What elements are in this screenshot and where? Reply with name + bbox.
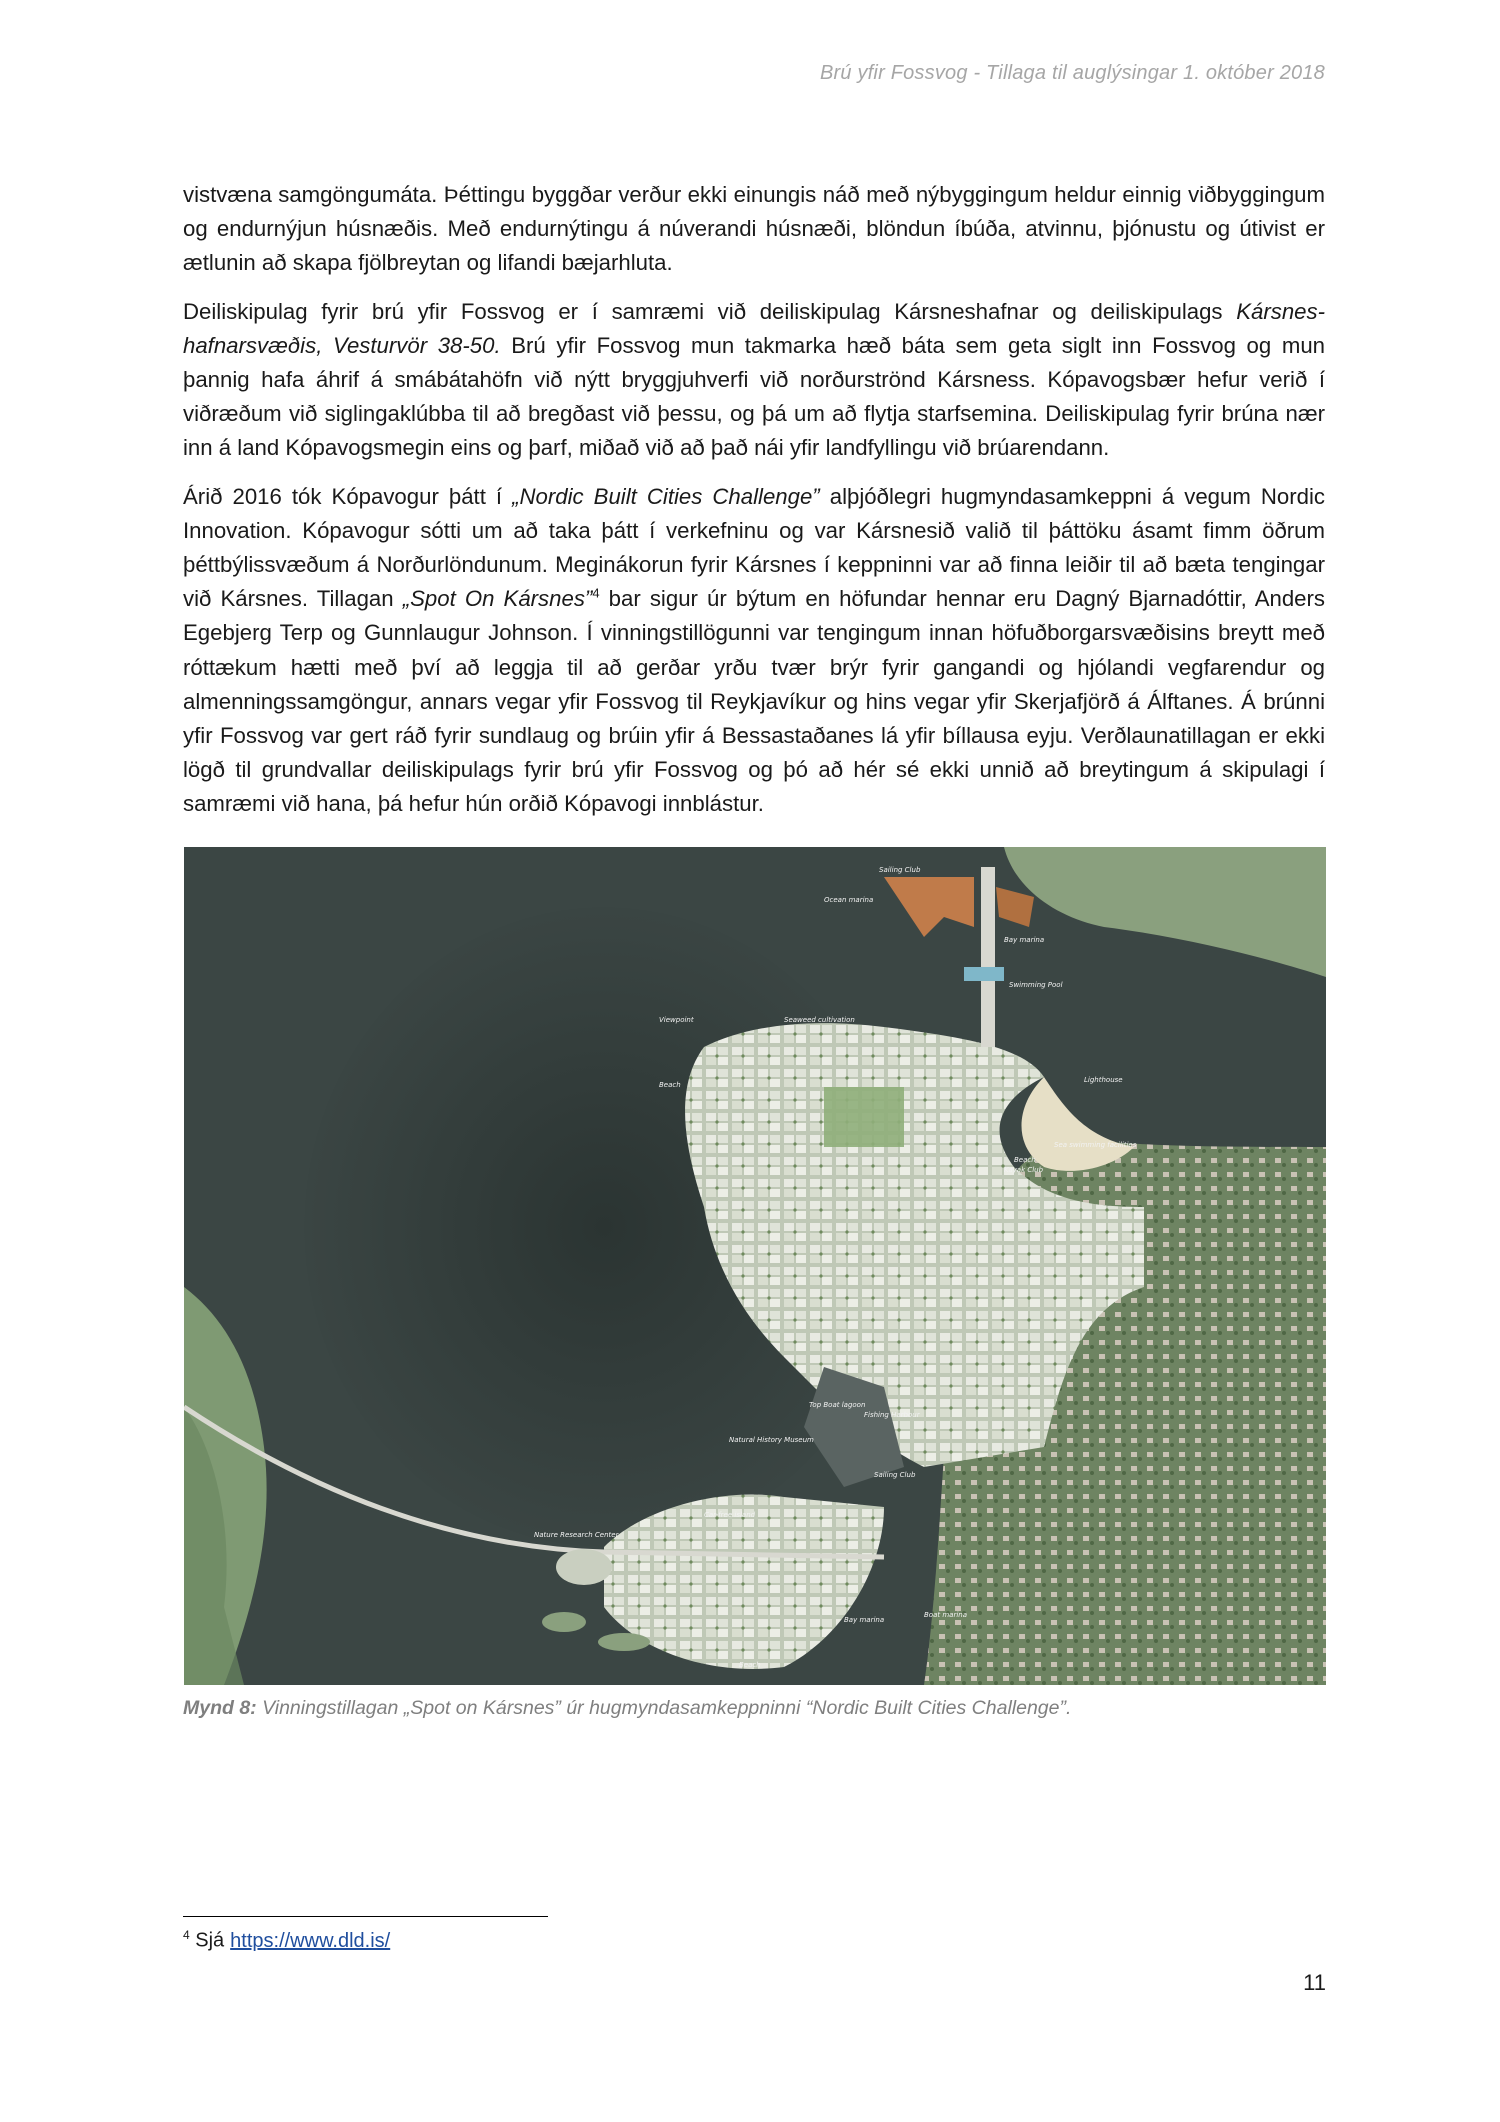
body-text bbox=[183, 178, 1325, 822]
p2-italic: Kársnes-hafnarsvæðis, Vesturvör 38-50. bbox=[183, 298, 1325, 358]
footnote bbox=[183, 1928, 390, 1953]
p2-text-b: Brú yfir Fossvog mun takmarka hæð báta sem geta siglt inn Fossvog og mun þannig hafa áhrif á smábátahöfn við nýtt bryggjuhverfi við norðurströnd Kársness. Kópavogsbær hefur verið í viðræðum við siglingaklúbba til að bregðast við þessu, og þá um að flytja starfsemina. Deiliskipulag fyrir brúna nær inn á land Kópavogsmegin eins og þarf, miðað við að það nái yfir landfyllingu við brúarendann. bbox=[183, 332, 1325, 461]
label-boat-marina: Boat marina bbox=[924, 1611, 968, 1619]
p3-text-a: Árið 2016 tók Kópavogur þátt í bbox=[183, 483, 513, 509]
paragraph-2 bbox=[183, 295, 1325, 466]
footnote-number: 4 bbox=[183, 1928, 190, 1942]
p3-text-b: alþjóðlegri hugmyndasamkeppni á vegum Nordic Innovation. Kópavogur sótti um að taka þátt í verkefninu og var Kársnesið valið til þáttöku ásamt fimm öðrum þéttbýlissvæðum á Norðurlöndunum. Meginákorun fyrir Kársnes í keppninni var að finna leiðir til að bæta tengingar við Kársnes. Tillagan bbox=[183, 483, 1325, 612]
label-bay-marina-s: Bay marina bbox=[844, 1616, 885, 1624]
p3-text-c: bar sigur úr býtum en höfundar hennar eru Dagný Bjarnadóttir, Anders Egebjerg Terp og Gunnlaugur Johnson. Í vinningstillögunni var tengingum innan höfuðborgarsvæðisins breytt með róttækum hætti með því að leggja til að gerðar yrðu tvær brýr fyrir gangandi og hjólandi vegfarendur og almenningssamgöngur, annars vegar yfir Fossvog til Reykjavíkur og hins vegar yfir Skerjafjörð á Álftanes. Á brúnni yfir Fossvog var gert ráð fyrir sundlaug og brúin yfir á Bessastaðanes lá yfir bíllausa eyju. Verðlaunatillagan er ekki lögð til grundvallar deiliskipulags fyrir brú yfir Fossvog og þó að hér sé ekki unnið að breytingum á skipulagi í samræmi við hana, þá hefur hún orðið Kópavogi innblástur. bbox=[183, 586, 1326, 817]
figure-map bbox=[184, 847, 1326, 1685]
label-fishing: Fishing Harbour bbox=[864, 1411, 920, 1419]
label-car-free: Car-free island bbox=[704, 1511, 756, 1519]
label-beach-e: Beach bbox=[1014, 1156, 1036, 1164]
label-viewpoint: Viewpoint bbox=[659, 1016, 694, 1024]
footnote-link[interactable]: https://www.dld.is/ bbox=[230, 1929, 391, 1952]
label-seaweed: Seaweed cultivation bbox=[784, 1016, 855, 1024]
caption-text: Vinningstillagan „Spot on Kársnes” úr hugmyndasamkeppninni “Nordic Built Cities Challenge”. bbox=[256, 1697, 1072, 1719]
footnote-divider bbox=[183, 1916, 548, 1917]
site-plan-map bbox=[184, 847, 1326, 1685]
figure-caption bbox=[183, 1697, 1071, 1720]
label-beach-nw: Beach bbox=[659, 1081, 681, 1089]
label-sailing-club: Sailing Club bbox=[879, 866, 921, 874]
label-sea-swimming: Sea swimming facilities bbox=[1054, 1141, 1137, 1149]
label-top-boat: Top Boat lagoon bbox=[809, 1401, 866, 1409]
label-nature-research: Nature Research Center bbox=[534, 1531, 619, 1539]
p3-italic-b: „Spot On Kársnes” bbox=[402, 586, 593, 612]
page-number: 11 bbox=[1303, 1970, 1326, 1995]
islet-2 bbox=[598, 1633, 650, 1651]
p3-italic-a: „Nordic Built Cities Challenge” bbox=[512, 483, 820, 509]
label-beach-s: Beach bbox=[739, 1661, 761, 1669]
label-swimming-pool: Swimming Pool bbox=[1009, 981, 1063, 989]
north-bridge bbox=[981, 867, 995, 1047]
caption-label: Mynd 8: bbox=[183, 1697, 257, 1719]
swimming-pool bbox=[964, 967, 1004, 981]
label-kayak-club: Kayak Club bbox=[1004, 1166, 1044, 1174]
label-sailing-club-s: Sailing Club bbox=[874, 1471, 916, 1479]
paragraph-3 bbox=[183, 480, 1325, 822]
label-ocean-marina: Ocean marina bbox=[824, 896, 874, 904]
research-island bbox=[556, 1549, 612, 1585]
running-header: Brú yfir Fossvog - Tillaga til auglýsingar 1. október 2018 bbox=[820, 62, 1325, 84]
label-lighthouse: Lighthouse bbox=[1084, 1076, 1123, 1084]
central-park bbox=[824, 1087, 904, 1147]
p2-text-a: Deiliskipulag fyrir brú yfir Fossvog er í samræmi við deiliskipulag Kársneshafnar og deiliskipulags bbox=[183, 298, 1237, 324]
footnote-prefix: Sjá bbox=[189, 1929, 225, 1952]
footnote-ref[interactable]: 4 bbox=[592, 585, 600, 601]
paragraph-1: vistvæna samgöngumáta. Þéttingu byggðar verður ekki einungis náð með nýbyggingum heldur einnig viðbyggingum og endurnýjun húsnæðis. Með endurnýtingu á núverandi húsnæði, blöndun íbúða, atvinnu, þjónustu og útivist er ætlunin að skapa fjölbreytan og lifandi bæjarhluta. bbox=[183, 182, 1325, 276]
label-natural-history: Natural History Museum bbox=[729, 1436, 814, 1444]
label-bay-marina: Bay marina bbox=[1004, 936, 1045, 944]
islet-1 bbox=[542, 1612, 586, 1632]
